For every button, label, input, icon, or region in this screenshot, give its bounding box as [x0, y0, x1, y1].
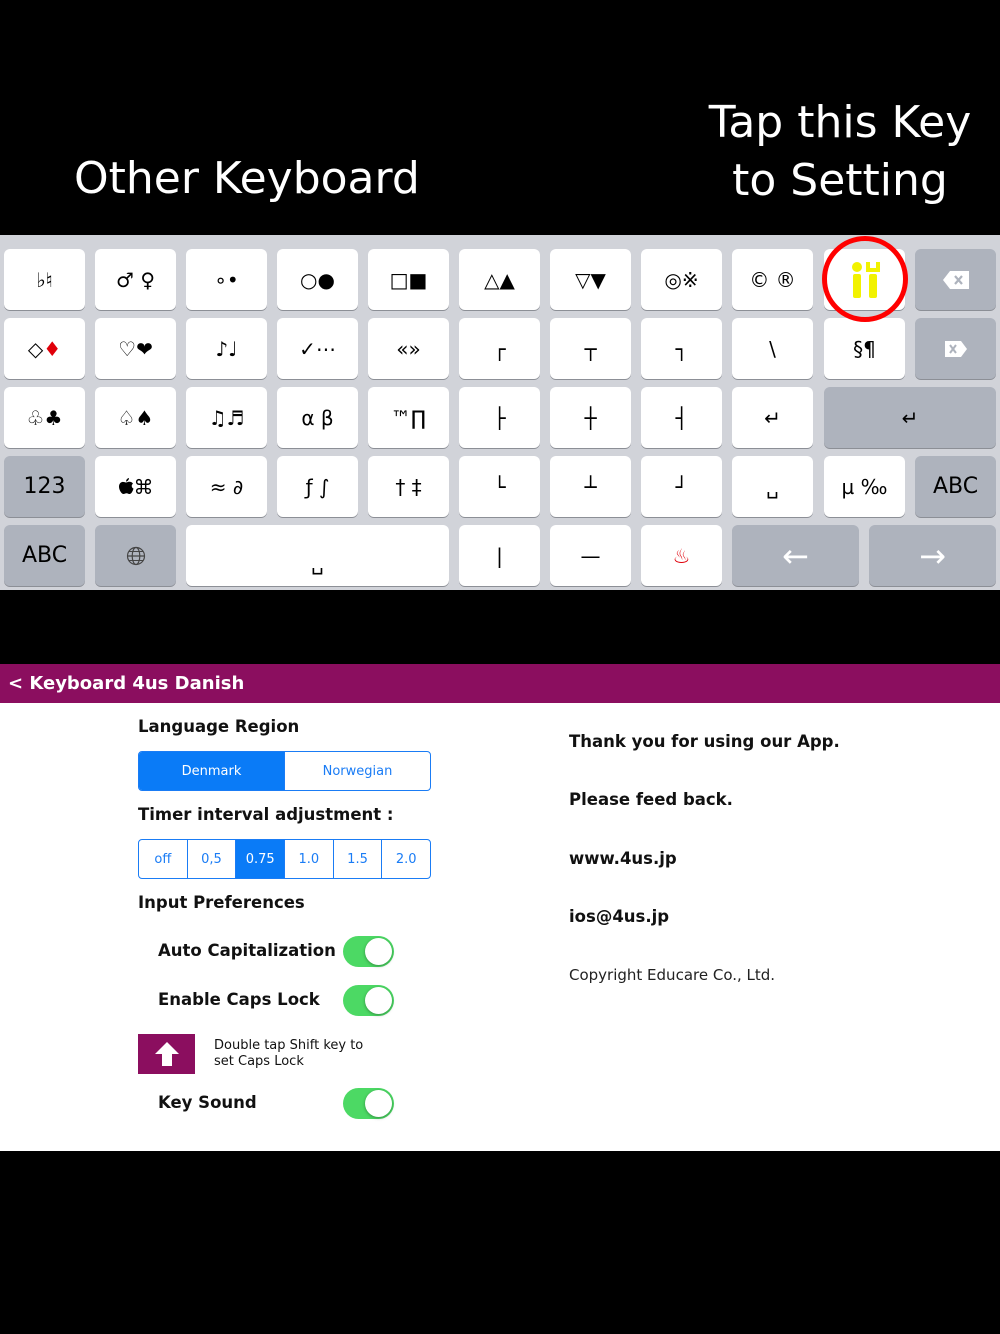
segment-timer-1-0[interactable]: 1.0	[284, 840, 333, 878]
key-flat-natural[interactable]: ♭♮	[4, 249, 85, 310]
key-up-triangles[interactable]: △▲	[459, 249, 540, 310]
key-small-dots[interactable]: ∘•	[186, 249, 267, 310]
key-box-bottom-left[interactable]: └	[459, 456, 540, 517]
feedback-text: Please feed back.	[569, 790, 733, 809]
input-preferences-label: Input Preferences	[138, 893, 305, 912]
promo-right-caption-line2: to Setting	[732, 155, 948, 206]
promo-right-caption-line1: Tap this Key	[708, 97, 972, 148]
key-hearts[interactable]: ♡❤	[95, 318, 176, 379]
key-daggers[interactable]: † ‡	[368, 456, 449, 517]
tools-icon	[847, 260, 883, 300]
key-box-top-right[interactable]: ┐	[641, 318, 722, 379]
key-backslash[interactable]: \	[732, 318, 813, 379]
abc-key-left[interactable]: ABC	[4, 525, 85, 586]
key-clubs[interactable]: ♧♣	[4, 387, 85, 448]
key-sound-toggle[interactable]	[343, 1088, 394, 1119]
key-box-top-tee[interactable]: ┬	[550, 318, 631, 379]
key-circles[interactable]: ○●	[277, 249, 358, 310]
key-gender[interactable]: ♂ ♀	[95, 249, 176, 310]
key-trademark-product[interactable]: ™∏	[368, 387, 449, 448]
timer-interval-segment	[138, 839, 431, 879]
enable-caps-lock-toggle[interactable]	[343, 985, 394, 1016]
cursor-left-key[interactable]: ←	[732, 525, 859, 586]
key-copyright-registered[interactable]: © ®	[732, 249, 813, 310]
segment-norwegian[interactable]: Norwegian	[284, 752, 430, 790]
key-return-symbol[interactable]: ↵	[732, 387, 813, 448]
caps-lock-note	[214, 1038, 363, 1070]
key-micro-permille[interactable]: µ ‰	[824, 456, 905, 517]
auto-capitalization-toggle[interactable]	[343, 936, 394, 967]
shift-arrow-icon	[154, 1041, 180, 1067]
backspace-icon	[943, 271, 969, 289]
delete-forward-icon	[945, 341, 967, 357]
copyright-text: Copyright Educare Co., Ltd.	[569, 966, 776, 984]
enable-caps-lock-label: Enable Caps Lock	[158, 990, 320, 1009]
shift-key-illustration	[138, 1034, 195, 1074]
key-diamond-red: ♦	[43, 336, 62, 361]
promo-banner	[0, 0, 1000, 235]
numbers-key[interactable]: 123	[4, 456, 85, 517]
key-box-cross[interactable]: ┼	[550, 387, 631, 448]
key-box-bottom-right[interactable]: ┘	[641, 456, 722, 517]
key-command-label: ⌘	[133, 474, 154, 499]
globe-key[interactable]	[95, 525, 176, 586]
key-em-dash[interactable]: —	[550, 525, 631, 586]
apple-icon	[118, 478, 134, 496]
settings-panel	[0, 664, 1000, 1151]
delete-forward-key[interactable]	[915, 318, 996, 379]
caps-lock-note-line1: Double tap Shift key to	[214, 1038, 364, 1053]
key-diamond-outline: ◇	[27, 336, 44, 361]
key-box-left-tee[interactable]: ├	[459, 387, 540, 448]
key-down-triangles[interactable]: ▽▼	[550, 249, 631, 310]
segment-timer-1-5[interactable]: 1.5	[333, 840, 382, 878]
cursor-right-key[interactable]: →	[869, 525, 996, 586]
key-section-pilcrow[interactable]: §¶	[824, 318, 905, 379]
key-vertical-bar[interactable]: |	[459, 525, 540, 586]
key-bullseye-reference[interactable]: ◎※	[641, 249, 722, 310]
segment-timer-0-5[interactable]: 0,5	[187, 840, 236, 878]
auto-capitalization-label: Auto Capitalization	[158, 941, 336, 960]
globe-icon	[126, 546, 146, 566]
key-apple-command[interactable]	[95, 456, 176, 517]
setting-key[interactable]	[824, 249, 905, 310]
hot-springs-icon: ♨	[672, 543, 691, 568]
key-spades[interactable]: ♤♠	[95, 387, 176, 448]
segment-timer-off[interactable]: off	[154, 851, 172, 867]
key-guillemets[interactable]: «»	[368, 318, 449, 379]
segment-timer-2-0[interactable]: 2.0	[381, 840, 430, 878]
segment-denmark[interactable]: Denmark	[139, 752, 284, 790]
promo-left-caption: Other Keyboard	[74, 153, 420, 204]
key-squares[interactable]: □■	[368, 249, 449, 310]
key-sound-label: Key Sound	[158, 1093, 257, 1112]
space-key[interactable]: ␣	[186, 525, 449, 586]
return-key[interactable]: ↵	[824, 387, 996, 448]
key-approx-partial[interactable]: ≈ ∂	[186, 456, 267, 517]
nav-back-title[interactable]: < Keyboard 4us Danish	[0, 664, 1000, 703]
timer-interval-label: Timer interval adjustment :	[138, 805, 394, 824]
segment-timer-0-75[interactable]: 0.75	[235, 840, 284, 878]
symbol-keyboard	[0, 235, 1000, 590]
key-beamed-notes[interactable]: ♫♬	[186, 387, 267, 448]
key-box-top-left[interactable]: ┌	[459, 318, 540, 379]
key-notes[interactable]: ♪♩	[186, 318, 267, 379]
language-region-segment	[138, 751, 431, 791]
key-check-ellipsis[interactable]: ✓⋯	[277, 318, 358, 379]
key-hot-springs[interactable]	[641, 525, 722, 586]
language-region-label: Language Region	[138, 717, 300, 736]
key-box-bottom-tee[interactable]: ┴	[550, 456, 631, 517]
abc-key-right[interactable]: ABC	[915, 456, 996, 517]
promo-right-caption	[690, 94, 990, 210]
key-box-right-tee[interactable]: ┤	[641, 387, 722, 448]
email-link[interactable]: ios@4us.jp	[569, 907, 670, 926]
website-link[interactable]: www.4us.jp	[569, 849, 677, 868]
key-open-box-space[interactable]: ␣	[732, 456, 813, 517]
backspace-key[interactable]	[915, 249, 996, 310]
key-diamonds[interactable]	[4, 318, 85, 379]
thanks-text: Thank you for using our App.	[569, 732, 840, 751]
caps-lock-note-line2: set Caps Lock	[214, 1054, 304, 1069]
key-alpha-beta[interactable]: α β	[277, 387, 358, 448]
key-function-integral[interactable]: ƒ ∫	[277, 456, 358, 517]
